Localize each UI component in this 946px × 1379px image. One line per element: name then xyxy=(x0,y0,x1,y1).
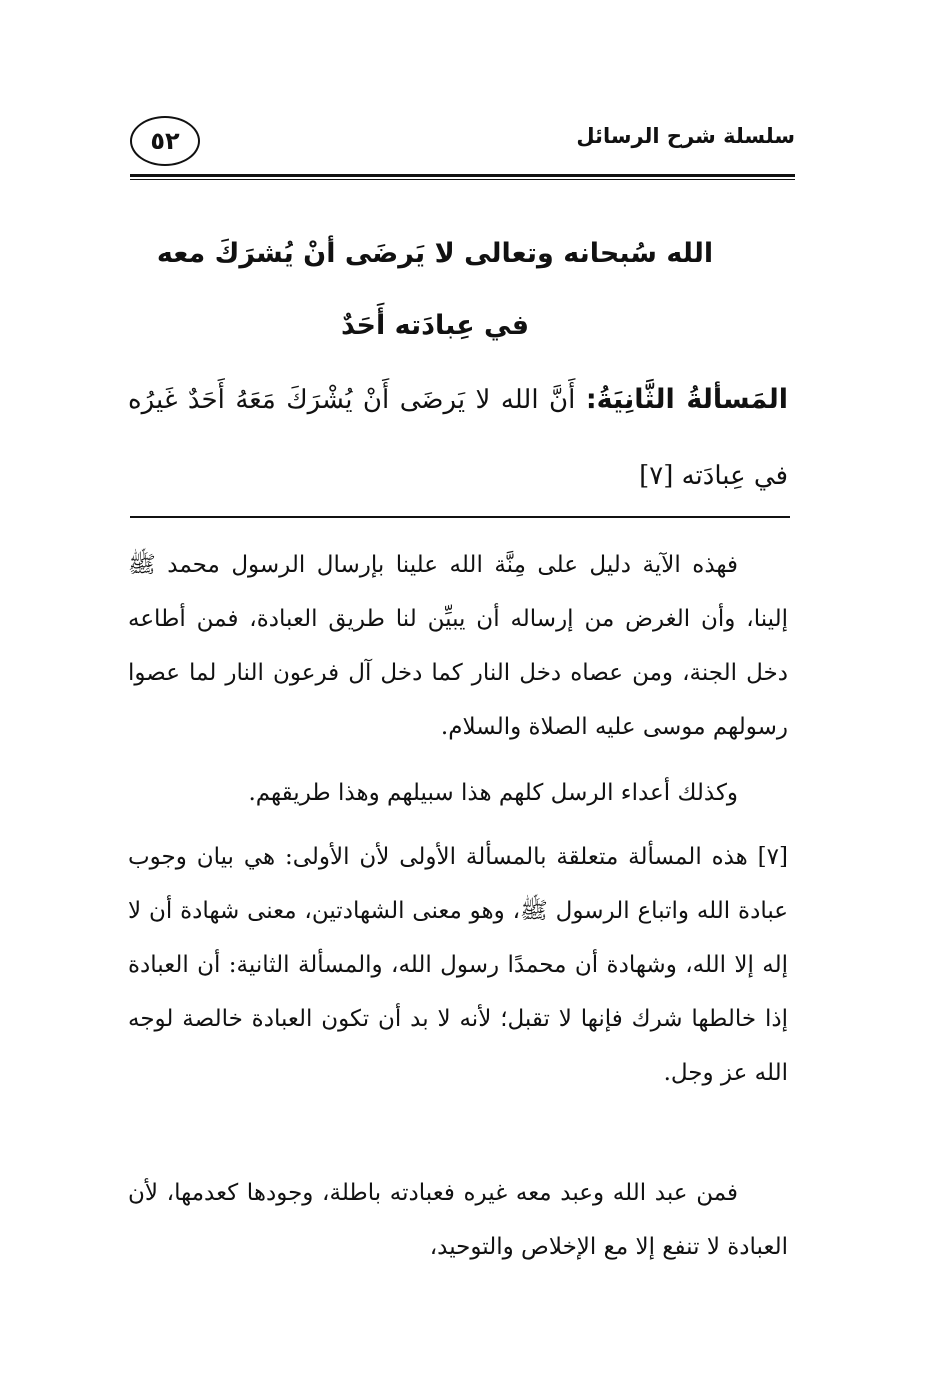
issue-statement xyxy=(128,362,788,514)
page-number-badge xyxy=(130,116,200,166)
issue-text: أَنَّ الله لا يَرضَى أَنْ يُشْرَكَ مَعَهُ أَحَدٌ غَيرُه في عِبادَته [٧] xyxy=(128,385,788,491)
series-title: سلسلة شرح الرسائل xyxy=(576,124,795,148)
commentary-paragraph-2: وكذلك أعداء الرسل كلهم هذا سبيلهم وهذا طريقهم. xyxy=(248,780,738,806)
commentary-paragraph-3: فمن عبد الله وعبد معه غيره فعبادته باطلة، وجودها كعدمها، لأن العبادة لا تنفع إلا مع الإخلاص والتوحيد، xyxy=(128,1180,788,1260)
page-number: ٥٢ xyxy=(150,127,180,155)
section-heading xyxy=(140,218,730,362)
header-divider-thin xyxy=(130,179,795,180)
header-divider xyxy=(130,174,795,177)
page-header xyxy=(130,112,795,174)
commentary-paragraph-1: فهذه الآية دليل على مِنَّة الله علينا بإرسال الرسول محمد ﷺ إلينا، وأن الغرض من إرساله أن يبيِّن لنا طريق العبادة، فمن أطاعه دخل الجنة، ومن عصاه دخل النار كما دخل آل فرعون النار لما عصوا رسولهم موسى عليه الصلاة والسلام. xyxy=(128,552,788,740)
text-separator xyxy=(130,516,790,518)
section-heading-line-1: الله سُبحانه وتعالى لا يَرضَى أنْ يُشرَكَ معه xyxy=(156,238,714,269)
footnote-paragraph: [٧] هذه المسألة متعلقة بالمسألة الأولى لأن الأولى: هي بيان وجوب عبادة الله واتباع الرسول ﷺ، وهو معنى الشهادتين، معنى شهادة أن لا إله إلا الله، وشهادة أن محمدًا رسول الله، والمسألة الثانية: أن العبادة إذا خالطها شرك فإنها لا تقبل؛ لأنه لا بد أن تكون العبادة خالصة لوجه الله عز وجل. xyxy=(128,844,788,1086)
section-heading-line-2: في عِبادَته أَحَدٌ xyxy=(340,310,530,341)
issue-label: المَسألةُ الثَّانِيَةُ: xyxy=(585,384,789,415)
